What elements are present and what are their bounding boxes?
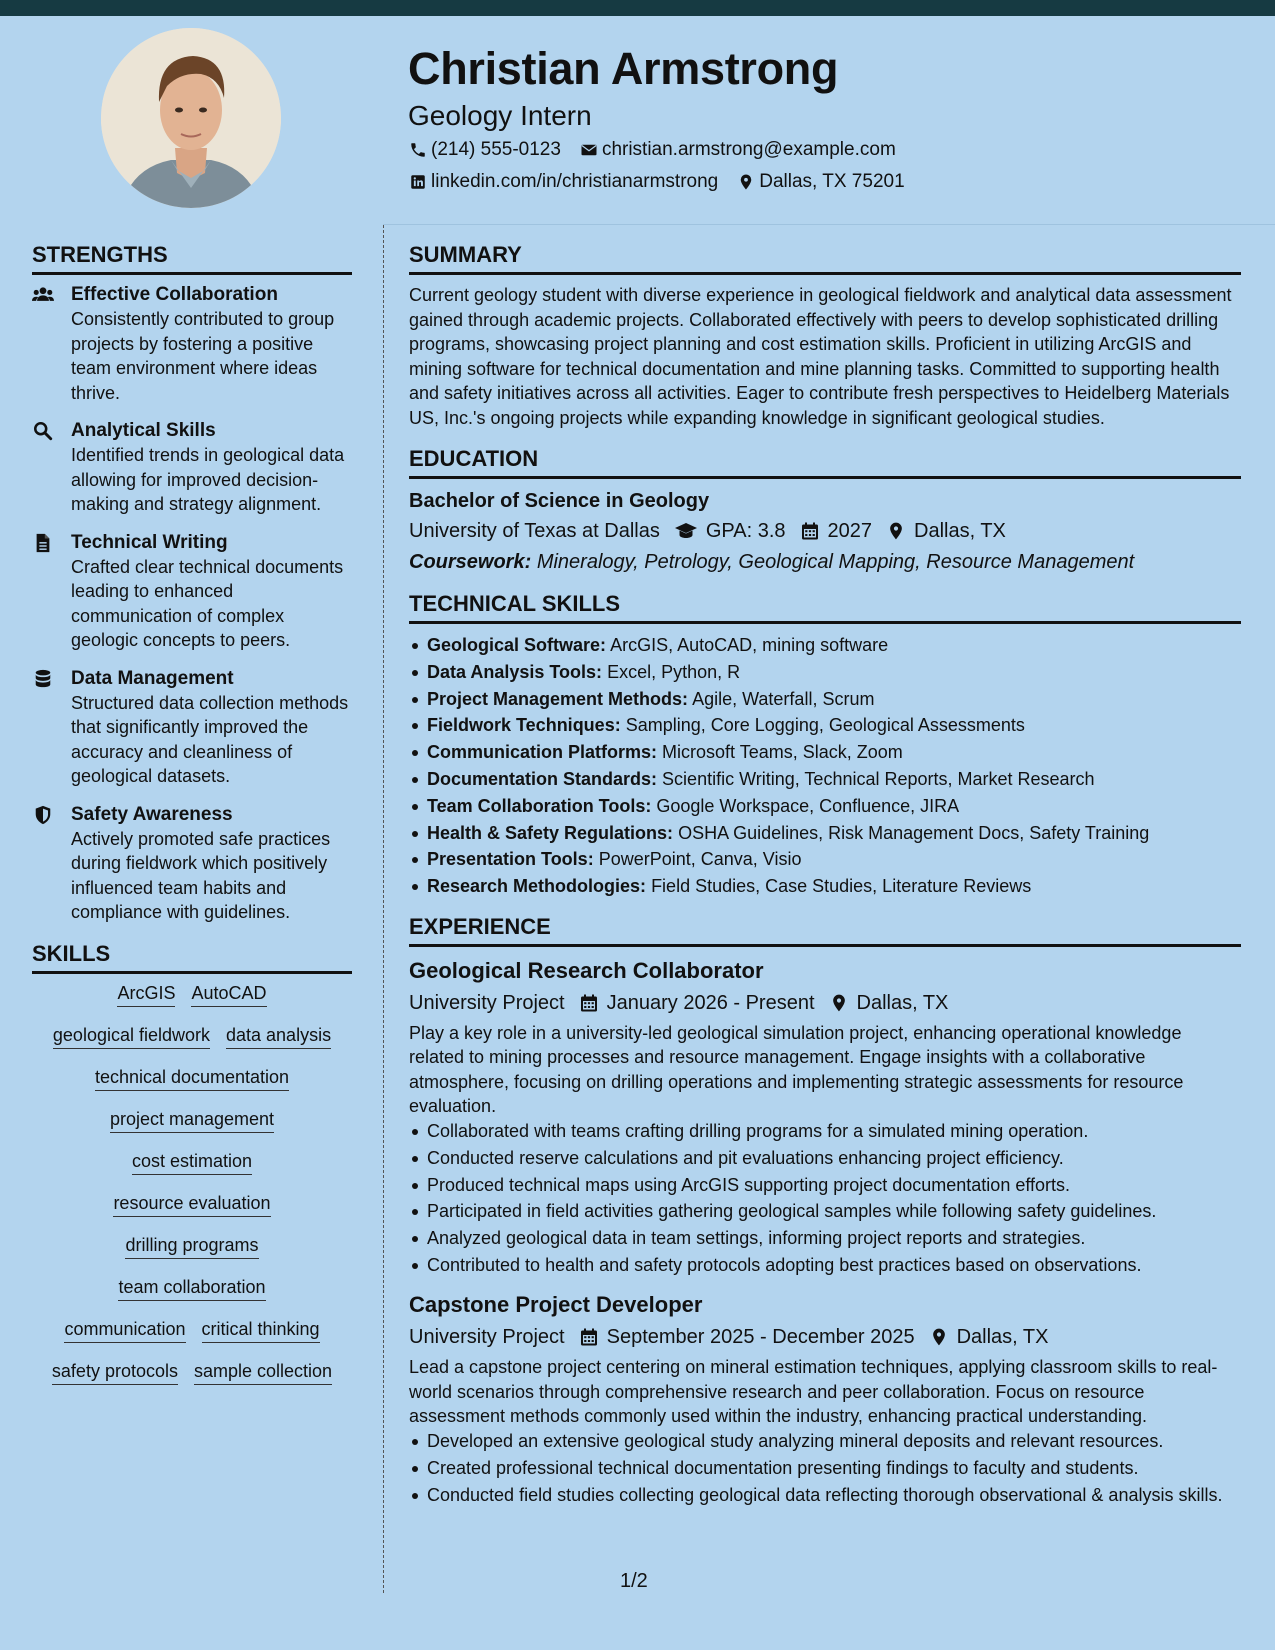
strength-item <box>32 283 352 405</box>
school-location <box>886 515 1006 547</box>
linkedin-text: linkedin.com/in/christianarmstrong <box>431 171 719 192</box>
strength-desc: Consistently contributed to group projects by fostering a positive team environment where ideas thrive. <box>71 309 335 403</box>
experience-list <box>409 955 1241 1507</box>
strength-title: Safety Awareness <box>71 803 233 825</box>
job-location <box>929 1321 1049 1353</box>
strength-title: Technical Writing <box>71 531 228 553</box>
technical-skill-item <box>409 793 1241 820</box>
summary-text: Current geology student with diverse experience in geological fieldwork and analytical data assessment gained through academic projects. Collaborated effectively with peers to develop sophisticated drilling programs, showcasing project planning and cost estimation skills. Proficient in utilizing ArcGIS and mining software for technical documentation and mine planning tasks. Committed to supporting health and safety initiatives across all activities. Eager to contribute fresh perspectives to Heidelberg Materials US, Inc.'s ongoing projects while expanding knowledge in significant geological studies. <box>409 285 1232 428</box>
job-title: Capstone Project Developer <box>409 1292 703 1318</box>
skill-tag: team collaboration <box>118 1276 265 1301</box>
page-number: 1/2 <box>620 1570 648 1592</box>
skill-row <box>32 1024 352 1049</box>
job-bullet: Contributed to health and safety protocols adopting best practices based on observations. <box>409 1253 1241 1278</box>
gpa <box>674 515 786 547</box>
school-text: University of Texas at Dallas <box>409 520 660 542</box>
job-bullet: Produced technical maps using ArcGIS supporting project documentation efforts. <box>409 1173 1241 1198</box>
technical-skill-label: Health & Safety Regulations: <box>427 822 674 843</box>
email-contact[interactable] <box>579 134 896 166</box>
gpa-text: GPA: 3.8 <box>705 520 786 542</box>
map-pin-icon <box>886 521 906 541</box>
school-name <box>409 515 660 547</box>
technical-skill-value: Sampling, Core Logging, Geological Assessments <box>625 715 1025 736</box>
graduation-cap-icon <box>674 521 698 541</box>
strength-title: Analytical Skills <box>71 420 216 441</box>
coursework <box>409 547 1241 577</box>
linkedin-icon <box>408 172 428 192</box>
dates-text: September 2025 - December 2025 <box>606 1326 915 1349</box>
skill-tag: project management <box>110 1108 274 1133</box>
calendar-icon <box>800 521 820 541</box>
technical-skill-value: Scientific Writing, Technical Reports, Market Research <box>662 768 1095 789</box>
job-meta <box>409 1321 1241 1353</box>
technical-skill-label: Research Methodologies: <box>427 876 647 897</box>
skill-row <box>32 982 352 1007</box>
job-location <box>829 987 949 1019</box>
search-icon <box>32 419 71 517</box>
job-entry <box>409 1289 1241 1507</box>
skill-row <box>32 1276 352 1301</box>
skill-tag: cost estimation <box>132 1150 252 1175</box>
technical-skills-list <box>409 632 1241 900</box>
document-icon <box>32 531 71 653</box>
right-column <box>409 240 1241 1519</box>
education-heading: EDUCATION <box>409 444 1241 479</box>
technical-skill-value: OSHA Guidelines, Risk Management Docs, Safety Training <box>678 822 1150 843</box>
job-bullet: Created professional technical documentation presenting findings to faculty and students. <box>409 1456 1241 1481</box>
location-contact <box>736 166 904 198</box>
skill-tag: geological fieldwork <box>53 1024 210 1049</box>
skills-heading: SKILLS <box>32 939 352 974</box>
technical-skill-item <box>409 739 1241 766</box>
coursework-label: Coursework: <box>409 551 532 573</box>
contact-row-2 <box>408 166 1248 198</box>
job-title: Geological Research Collaborator <box>409 957 764 983</box>
database-icon <box>32 667 71 789</box>
resume-header <box>408 40 1248 198</box>
job-bullets <box>409 1119 1241 1277</box>
profile-photo <box>101 28 281 208</box>
users-icon <box>32 283 71 405</box>
strength-item <box>32 531 352 653</box>
technical-skill-item <box>409 820 1241 847</box>
location-text: Dallas, TX <box>856 991 949 1014</box>
shield-icon <box>32 803 71 925</box>
technical-skill-value: Agile, Waterfall, Scrum <box>692 688 875 709</box>
technical-skill-label: Geological Software: <box>427 635 607 655</box>
technical-skill-value: PowerPoint, Canva, Visio <box>598 849 802 870</box>
job-bullet: Developed an extensive geological study analyzing mineral deposits and relevant resources. <box>409 1429 1241 1454</box>
strength-desc: Structured data collection methods that significantly improved the accuracy and cleanliness of geological datasets. <box>71 692 349 786</box>
experience-heading: EXPERIENCE <box>409 912 1241 947</box>
technical-skill-value: ArcGIS, AutoCAD, mining software <box>610 635 889 655</box>
summary-heading: SUMMARY <box>409 240 1241 275</box>
map-pin-icon <box>829 993 849 1013</box>
job-bullet: Conducted field studies collecting geological data reflecting thorough observational & analysis skills. <box>409 1483 1241 1508</box>
skill-row <box>32 1360 352 1385</box>
technical-skill-label: Fieldwork Techniques: <box>427 715 621 736</box>
skill-row <box>32 1318 352 1343</box>
strength-item <box>32 419 352 517</box>
skill-tag: resource evaluation <box>113 1192 270 1217</box>
skill-tag: communication <box>64 1318 185 1343</box>
top-bar <box>0 0 1275 16</box>
skill-tag: AutoCAD <box>191 982 266 1007</box>
org-text: University Project <box>409 1326 565 1349</box>
column-divider <box>383 225 384 1593</box>
email-text: christian.armstrong@example.com <box>601 139 896 160</box>
skill-tag: safety protocols <box>52 1360 178 1385</box>
coursework-text: Mineralogy, Petrology, Geological Mapping, Resource Management <box>536 551 1135 573</box>
job-bullet: Conducted reserve calculations and pit evaluations enhancing project efficiency. <box>409 1146 1241 1171</box>
technical-skills-heading: TECHNICAL SKILLS <box>409 589 1241 624</box>
skill-row <box>32 1192 352 1217</box>
org-text: University Project <box>409 991 565 1014</box>
job-description: Play a key role in a university-led geological simulation project, enhancing operational knowledge related to mining processes and resource management. Engage insights with a collaborative atmosphere, focusing on drilling operations and implementing strategic assessments for resource evaluation. <box>409 1022 1184 1117</box>
location-text: Dallas, TX 75201 <box>759 171 905 192</box>
candidate-name: Christian Armstrong <box>408 43 839 94</box>
skill-row <box>32 1150 352 1175</box>
skill-tag: technical documentation <box>95 1066 289 1091</box>
technical-skill-item <box>409 686 1241 713</box>
technical-skill-label: Presentation Tools: <box>427 849 594 870</box>
technical-skill-item <box>409 766 1241 793</box>
skill-tag: sample collection <box>194 1360 332 1385</box>
calendar-icon <box>579 993 599 1013</box>
location-text: Dallas, TX <box>956 1326 1049 1349</box>
dates-text: January 2026 - Present <box>606 991 815 1014</box>
job-bullets <box>409 1429 1241 1507</box>
technical-skill-item <box>409 873 1241 900</box>
calendar-icon <box>579 1327 599 1347</box>
degree-title: Bachelor of Science in Geology <box>409 490 710 512</box>
job-dates <box>579 1321 915 1353</box>
phone-text: (214) 555-0123 <box>431 139 561 160</box>
job-entry <box>409 955 1241 1277</box>
year-text: 2027 <box>827 520 873 542</box>
skill-row <box>32 1108 352 1133</box>
technical-skill-item <box>409 632 1241 659</box>
grad-year <box>800 515 873 547</box>
strength-desc: Crafted clear technical documents leading to enhanced communication of complex geologic concepts to peers. <box>71 556 344 650</box>
technical-skill-item <box>409 846 1241 873</box>
technical-skill-value: Excel, Python, R <box>607 661 741 682</box>
education-meta <box>409 515 1241 547</box>
technical-skill-label: Project Management Methods: <box>427 688 689 709</box>
skill-tag: drilling programs <box>125 1234 258 1259</box>
technical-skill-item <box>409 712 1241 739</box>
job-meta <box>409 987 1241 1019</box>
linkedin-contact[interactable] <box>408 166 718 198</box>
contact-row-1 <box>408 134 1248 166</box>
job-bullet: Analyzed geological data in team settings, informing project reports and strategies. <box>409 1226 1241 1251</box>
strength-desc: Identified trends in geological data allowing for improved decision-making and strategy alignment. <box>71 445 345 514</box>
strength-title: Data Management <box>71 667 234 689</box>
skills-list <box>32 982 352 1385</box>
job-description: Lead a capstone project centering on mineral estimation techniques, applying classroom skills to real-world scenarios through comprehensive research and peer collaboration. Focus on resource assessment methods commonly used within the industry, enhancing practical understanding. <box>409 1357 1218 1427</box>
skill-row <box>32 1234 352 1259</box>
strength-item <box>32 803 352 925</box>
left-column <box>32 240 352 1402</box>
strength-desc: Actively promoted safe practices during fieldwork which positively influenced team habits and compliance with guidelines. <box>71 828 331 922</box>
skill-tag: critical thinking <box>202 1318 320 1343</box>
map-pin-icon <box>736 172 756 192</box>
technical-skill-item <box>409 659 1241 686</box>
technical-skill-value: Microsoft Teams, Slack, Zoom <box>662 742 903 763</box>
skill-tag: data analysis <box>226 1024 331 1049</box>
strengths-heading: STRENGTHS <box>32 240 352 275</box>
skill-tag: ArcGIS <box>117 982 175 1007</box>
technical-skill-label: Team Collaboration Tools: <box>427 795 652 816</box>
job-org <box>409 1321 565 1353</box>
technical-skill-value: Google Workspace, Confluence, JIRA <box>656 795 960 816</box>
skill-row <box>32 1066 352 1091</box>
strength-item <box>32 667 352 789</box>
header-divider <box>383 224 1275 225</box>
location-text: Dallas, TX <box>914 520 1006 542</box>
envelope-icon <box>579 140 599 160</box>
technical-skill-label: Documentation Standards: <box>427 768 658 789</box>
candidate-role: Geology Intern <box>408 100 592 131</box>
job-dates <box>579 987 815 1019</box>
technical-skill-label: Communication Platforms: <box>427 742 658 763</box>
strength-title: Effective Collaboration <box>71 284 278 305</box>
job-org <box>409 987 565 1019</box>
technical-skill-label: Data Analysis Tools: <box>427 661 603 682</box>
job-bullet: Participated in field activities gathering geological samples while following safety guidelines. <box>409 1199 1241 1224</box>
map-pin-icon <box>929 1327 949 1347</box>
technical-skill-value: Field Studies, Case Studies, Literature Reviews <box>651 876 1032 897</box>
phone-contact[interactable] <box>408 134 561 166</box>
job-bullet: Collaborated with teams crafting drilling programs for a simulated mining operation. <box>409 1119 1241 1144</box>
phone-icon <box>408 140 428 160</box>
